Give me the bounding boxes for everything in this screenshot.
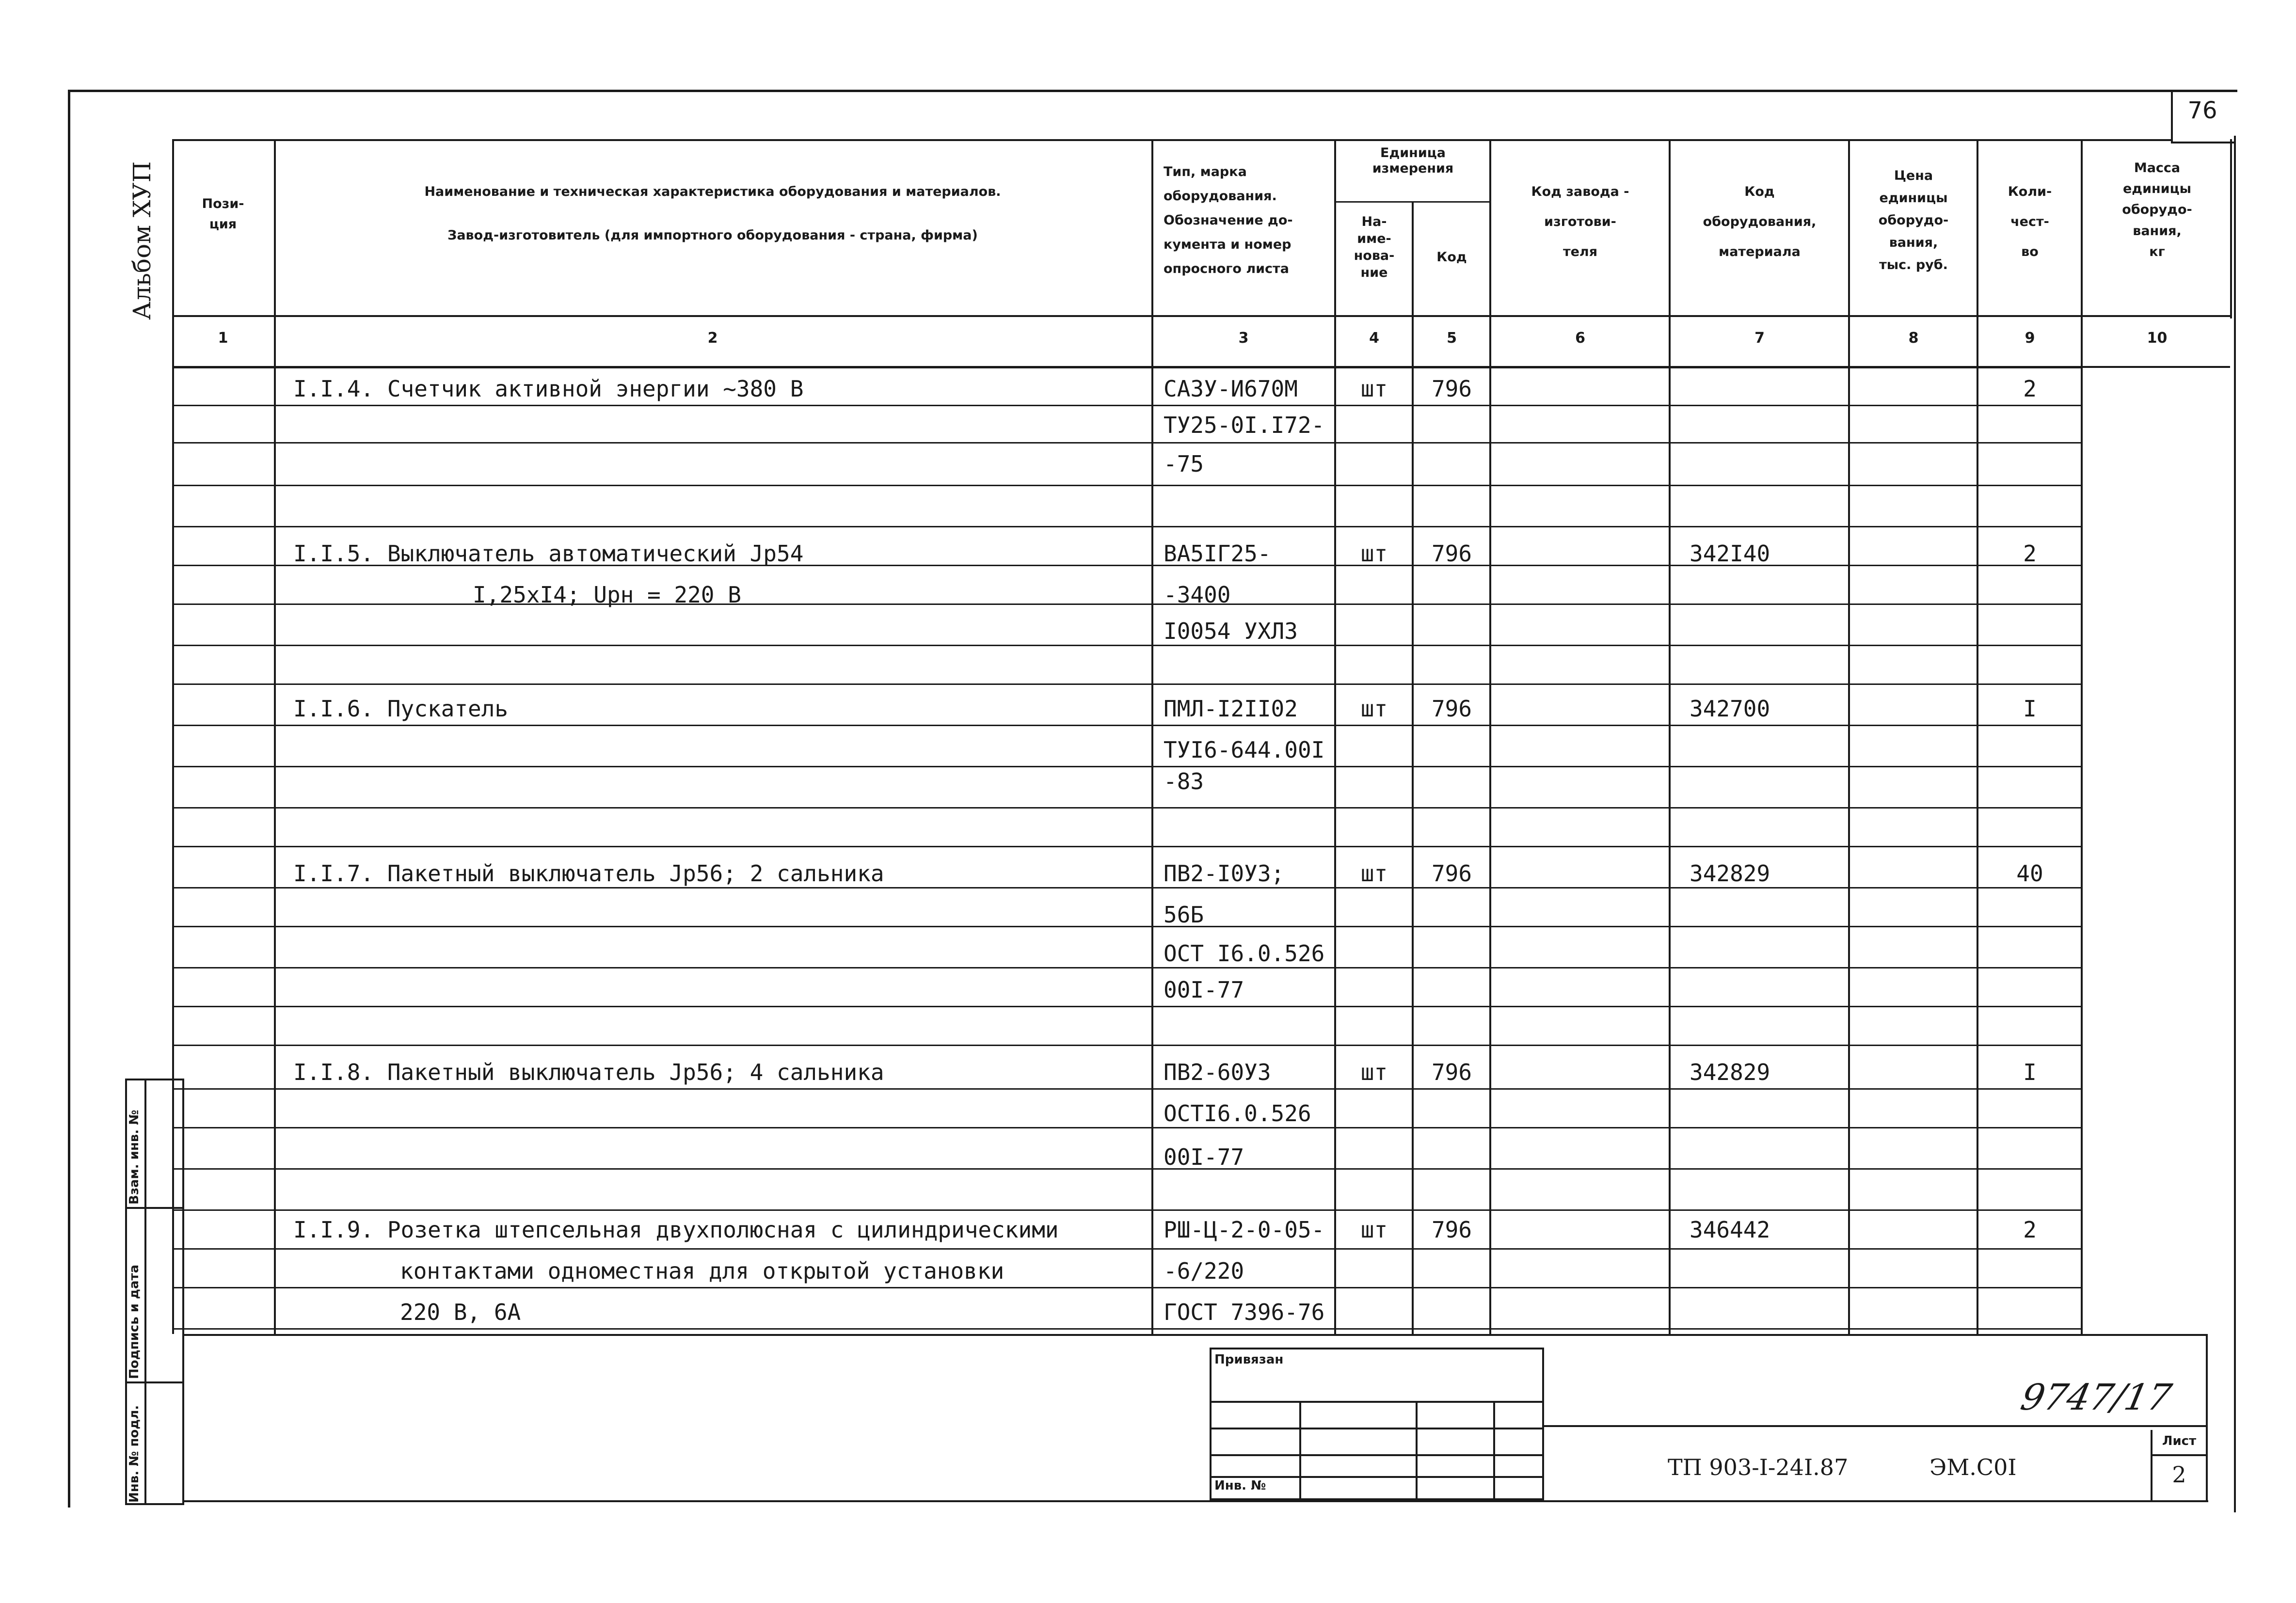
colnum-10: 10 bbox=[2147, 330, 2168, 347]
header-name-line1: Наименование и техническая характеристика оборудования и материалов. bbox=[424, 184, 1001, 199]
row-type: ПМЛ-I2II02 bbox=[1164, 696, 1298, 722]
row-line bbox=[172, 1045, 2081, 1046]
row-type: -75 bbox=[1164, 451, 1204, 477]
row-line bbox=[172, 967, 2081, 968]
row-type: ПВ2-I0У3; bbox=[1164, 860, 1285, 887]
row-line bbox=[172, 725, 2081, 726]
colnum-1: 1 bbox=[218, 330, 228, 347]
privyazan-label: Привязан bbox=[1214, 1352, 1284, 1367]
col-border-4 bbox=[1412, 201, 1414, 1334]
header-position: Пози- ция bbox=[202, 196, 244, 232]
colnum-8: 8 bbox=[1908, 330, 1919, 347]
col-border-7 bbox=[1848, 139, 1850, 1334]
row-name: 220 В, 6А bbox=[400, 1299, 521, 1325]
row-equipment-code: 342700 bbox=[1690, 696, 1770, 722]
row-equipment-code: 342I40 bbox=[1690, 540, 1770, 567]
row-quantity: 40 bbox=[2016, 860, 2043, 887]
row-equipment-code: 342829 bbox=[1690, 860, 1770, 887]
row-type: ВА5IГ25- bbox=[1164, 540, 1271, 567]
side-stamp-podpis: Подпись и дата bbox=[127, 1264, 142, 1379]
row-type: ОСТI6.0.526 bbox=[1164, 1100, 1311, 1127]
header-type: Тип, марка оборудования. Обозначение до- кумента и номер опросного листа bbox=[1164, 164, 1293, 276]
header-unit-name: На- име- нова- ние bbox=[1354, 214, 1395, 281]
col-border-9 bbox=[2081, 139, 2083, 1334]
side-stamp-line-1 bbox=[125, 1207, 184, 1209]
row-line bbox=[172, 645, 2081, 646]
col-border-6 bbox=[1669, 139, 1671, 1334]
row-type: ТУ25-0I.I72- bbox=[1164, 412, 1325, 438]
row-quantity: I bbox=[2023, 696, 2037, 722]
row-type: I0054 УХЛЗ bbox=[1164, 618, 1298, 644]
row-line bbox=[172, 683, 2081, 685]
row-name: I.I.9. Розетка штепсельная двухполюсная с цилиндрическими bbox=[293, 1217, 1059, 1243]
page-number: 76 bbox=[2187, 97, 2217, 124]
row-name: I.I.4. Счетчик активной энергии ~380 В bbox=[293, 376, 804, 402]
row-quantity: 2 bbox=[2023, 376, 2037, 402]
row-unit-code: 796 bbox=[1431, 1217, 1472, 1243]
row-unit: шт bbox=[1360, 376, 1388, 402]
title-block-top bbox=[1544, 1425, 2206, 1427]
privyazan-vline-2 bbox=[1416, 1401, 1418, 1500]
header-mass: Масса единицы оборудо- вания, кг bbox=[2122, 160, 2192, 259]
row-line bbox=[172, 1328, 2081, 1330]
row-quantity: 2 bbox=[2023, 1217, 2037, 1243]
header-price: Цена единицы оборудо- вания, тыс. руб. bbox=[1878, 168, 1949, 272]
table-bottom bbox=[184, 1334, 2206, 1336]
row-type: -6/220 bbox=[1164, 1258, 1244, 1284]
col-border-3 bbox=[1334, 139, 1336, 1334]
row-quantity: 2 bbox=[2023, 540, 2037, 567]
row-type: -83 bbox=[1164, 768, 1204, 794]
album-label: Альбом ХУП bbox=[128, 161, 156, 320]
row-unit-code: 796 bbox=[1431, 860, 1472, 887]
row-line bbox=[172, 1287, 2081, 1288]
row-line bbox=[172, 807, 2081, 809]
inv-no-label: Инв. № bbox=[1214, 1478, 1266, 1493]
row-unit-code: 796 bbox=[1431, 540, 1472, 567]
side-stamp-divider bbox=[144, 1079, 146, 1505]
header-unit-code: Код bbox=[1436, 250, 1467, 265]
colnum-9: 9 bbox=[2025, 330, 2035, 347]
row-unit: шт bbox=[1360, 1217, 1388, 1243]
colnum-3: 3 bbox=[1238, 330, 1249, 347]
row-unit-code: 796 bbox=[1431, 376, 1472, 402]
row-type: ПВ2-60У3 bbox=[1164, 1059, 1271, 1085]
row-unit-code: 796 bbox=[1431, 1059, 1472, 1085]
header-equipment-code: Код оборудования, материала bbox=[1703, 184, 1817, 260]
row-unit: шт bbox=[1360, 540, 1388, 567]
row-name: I.I.5. Выключатель автоматический Jp54 bbox=[293, 540, 804, 567]
row-type: ТУI6-644.00I bbox=[1164, 737, 1325, 763]
row-type: ГОСТ 7396-76 bbox=[1164, 1299, 1325, 1325]
frame-bottom-right bbox=[2206, 1334, 2208, 1501]
col-border-1 bbox=[274, 139, 276, 1334]
colnum-6: 6 bbox=[1575, 330, 1585, 347]
header-bottom bbox=[172, 315, 2230, 317]
row-type: РШ-Ц-2-0-05- bbox=[1164, 1217, 1325, 1243]
row-name: контактами одноместная для открытой установки bbox=[400, 1258, 1004, 1284]
row-line bbox=[172, 1088, 2081, 1090]
row-quantity: I bbox=[2023, 1059, 2037, 1085]
row-type: -3400 bbox=[1164, 582, 1231, 608]
sheet-number: 2 bbox=[2172, 1461, 2186, 1488]
row-name: I.I.7. Пакетный выключатель Jp56; 2 сальника bbox=[293, 860, 884, 887]
col-border-5 bbox=[1489, 139, 1491, 1334]
row-line bbox=[172, 1168, 2081, 1170]
col-border-8 bbox=[1977, 139, 1978, 1334]
row-type: 00I-77 bbox=[1164, 1144, 1244, 1170]
row-equipment-code: 342829 bbox=[1690, 1059, 1770, 1085]
col-border-2 bbox=[1151, 139, 1153, 1334]
header-quantity: Коли- чест- во bbox=[2008, 184, 2052, 260]
row-unit: шт bbox=[1360, 1059, 1388, 1085]
row-unit: шт bbox=[1360, 696, 1388, 722]
row-line bbox=[172, 442, 2081, 444]
header-unit-group: Единица измерения bbox=[1372, 145, 1454, 176]
row-line bbox=[172, 405, 2081, 406]
side-stamp-vzam: Взам. инв. № bbox=[127, 1110, 142, 1205]
row-unit-code: 796 bbox=[1431, 696, 1472, 722]
privyazan-vline-3 bbox=[1493, 1401, 1495, 1500]
frame-bottom bbox=[184, 1500, 2208, 1502]
frame-right bbox=[2234, 136, 2236, 1512]
sheet-box-line bbox=[2151, 1454, 2206, 1456]
row-line bbox=[172, 1127, 2081, 1128]
row-line bbox=[172, 485, 2081, 486]
colnum-7: 7 bbox=[1754, 330, 1765, 347]
row-line bbox=[172, 526, 2081, 527]
row-line bbox=[172, 926, 2081, 927]
row-type: 56Б bbox=[1164, 902, 1204, 928]
header-plant-code: Код завода - изготови- теля bbox=[1531, 184, 1629, 260]
side-stamp-inv-podl: Инв. № подл. bbox=[127, 1405, 142, 1503]
document-mark: ЭМ.С0I bbox=[1929, 1454, 2017, 1480]
document-code: ТП 903-I-24I.87 bbox=[1668, 1454, 1849, 1480]
colnum-2: 2 bbox=[707, 330, 718, 347]
privyazan-vline-1 bbox=[1299, 1401, 1301, 1500]
row-equipment-code: 346442 bbox=[1690, 1217, 1770, 1243]
row-line bbox=[172, 846, 2081, 847]
row-type: ОСТ I6.0.526 bbox=[1164, 940, 1325, 967]
row-unit: шт bbox=[1360, 860, 1388, 887]
row-line bbox=[172, 603, 2081, 605]
row-name: I.I.8. Пакетный выключатель Jp56; 4 сальника bbox=[293, 1059, 884, 1085]
row-type: САЗУ-И670М bbox=[1164, 376, 1298, 402]
handwritten-number: 9747/17 bbox=[2017, 1377, 2175, 1418]
row-line bbox=[172, 766, 2081, 767]
header-name-line2: Завод-изготовитель (для импортного оборудования - страна, фирма) bbox=[447, 228, 978, 243]
row-type: 00I-77 bbox=[1164, 977, 1244, 1003]
sheet-label: Лист bbox=[2162, 1434, 2197, 1448]
row-line bbox=[172, 887, 2081, 889]
colnum-4: 4 bbox=[1369, 330, 1379, 347]
colnum-5: 5 bbox=[1447, 330, 1457, 347]
row-line bbox=[172, 1209, 2081, 1211]
row-line bbox=[172, 1006, 2081, 1007]
row-name: I.I.6. Пускатель bbox=[293, 696, 509, 722]
table-top bbox=[172, 139, 2172, 141]
side-stamp-line-2 bbox=[125, 1381, 184, 1383]
row-name: I,25xI4; Uрн = 220 В bbox=[473, 582, 741, 608]
row-line bbox=[172, 1248, 2081, 1250]
row-line bbox=[172, 367, 2081, 368]
